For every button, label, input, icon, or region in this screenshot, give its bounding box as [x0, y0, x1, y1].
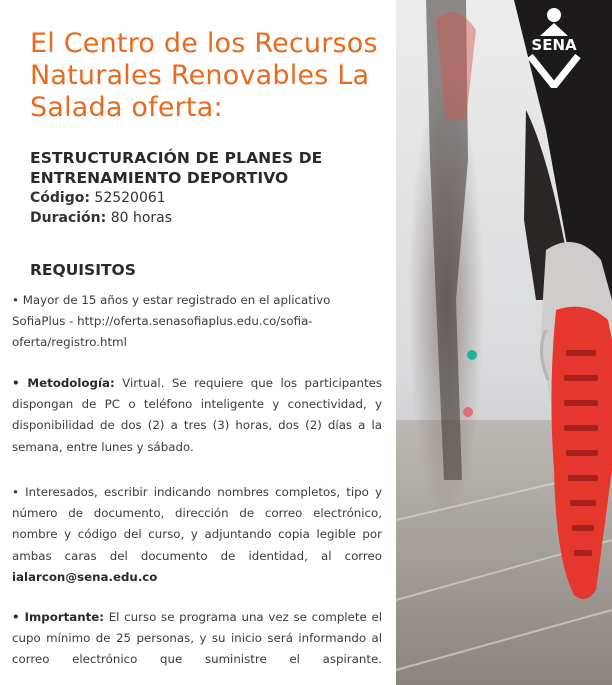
application-text: • Interesados, escribir indicando nombres completos, tipo y número de documento, dirección de correo electrónico, nombre y código del curso, y adjuntando copia legible por ambas caras del documento de identidad, al correo — [12, 485, 382, 563]
course-duration-value: 80 horas — [110, 210, 173, 226]
course-code-label: Código: — [30, 190, 90, 206]
course-duration — [30, 208, 380, 228]
course-title: ESTRUCTURACIÓN DE PLANES DE ENTRENAMIENTO DEPORTIVO — [30, 149, 323, 187]
methodology-label: • Metodología: — [12, 376, 115, 390]
important-label: • Importante: — [12, 610, 105, 624]
sena-logo — [514, 6, 594, 88]
background-runner-shoe-accent-2 — [463, 407, 473, 417]
methodology-text: Virtual. Se requiere que los participantes dispongan de PC o teléfono inteligente y conectividad, y disponibilidad de dos (2) a tres (3) horas, dos (2) días a la semana, entre lunes y sábado. — [12, 376, 382, 454]
course-duration-label: Duración: — [30, 210, 107, 226]
contact-email-link[interactable]: ialarcon@sena.edu.co — [12, 569, 158, 584]
course-code — [30, 188, 380, 208]
requirement-important — [12, 607, 382, 671]
important-text: El curso se programa una vez se complete el cupo mínimo de 25 personas, y su inicio será informando al correo electrónico que suministre el aspirante. — [12, 610, 382, 667]
course-code-value: 52520061 — [94, 190, 166, 206]
runner-illustration — [396, 0, 612, 685]
page-title: El Centro de los Recursos Naturales Renovables La Salada oferta: — [30, 28, 378, 123]
sena-logo-icon — [514, 6, 594, 88]
requirement-application — [12, 482, 382, 588]
course-info — [30, 148, 380, 228]
runner-photo — [396, 0, 612, 685]
requirement-registration: • Mayor de 15 años y estar registrado en el aplicativo SofiaPlus - http://oferta.senasofiaplus.edu.co/sofia-oferta/registro.html — [12, 293, 331, 350]
sena-logo-text: SENA — [531, 36, 577, 54]
background-runner-shoe-accent — [467, 350, 477, 360]
requirement-methodology — [12, 373, 382, 458]
requirements-heading: REQUISITOS — [30, 261, 136, 279]
